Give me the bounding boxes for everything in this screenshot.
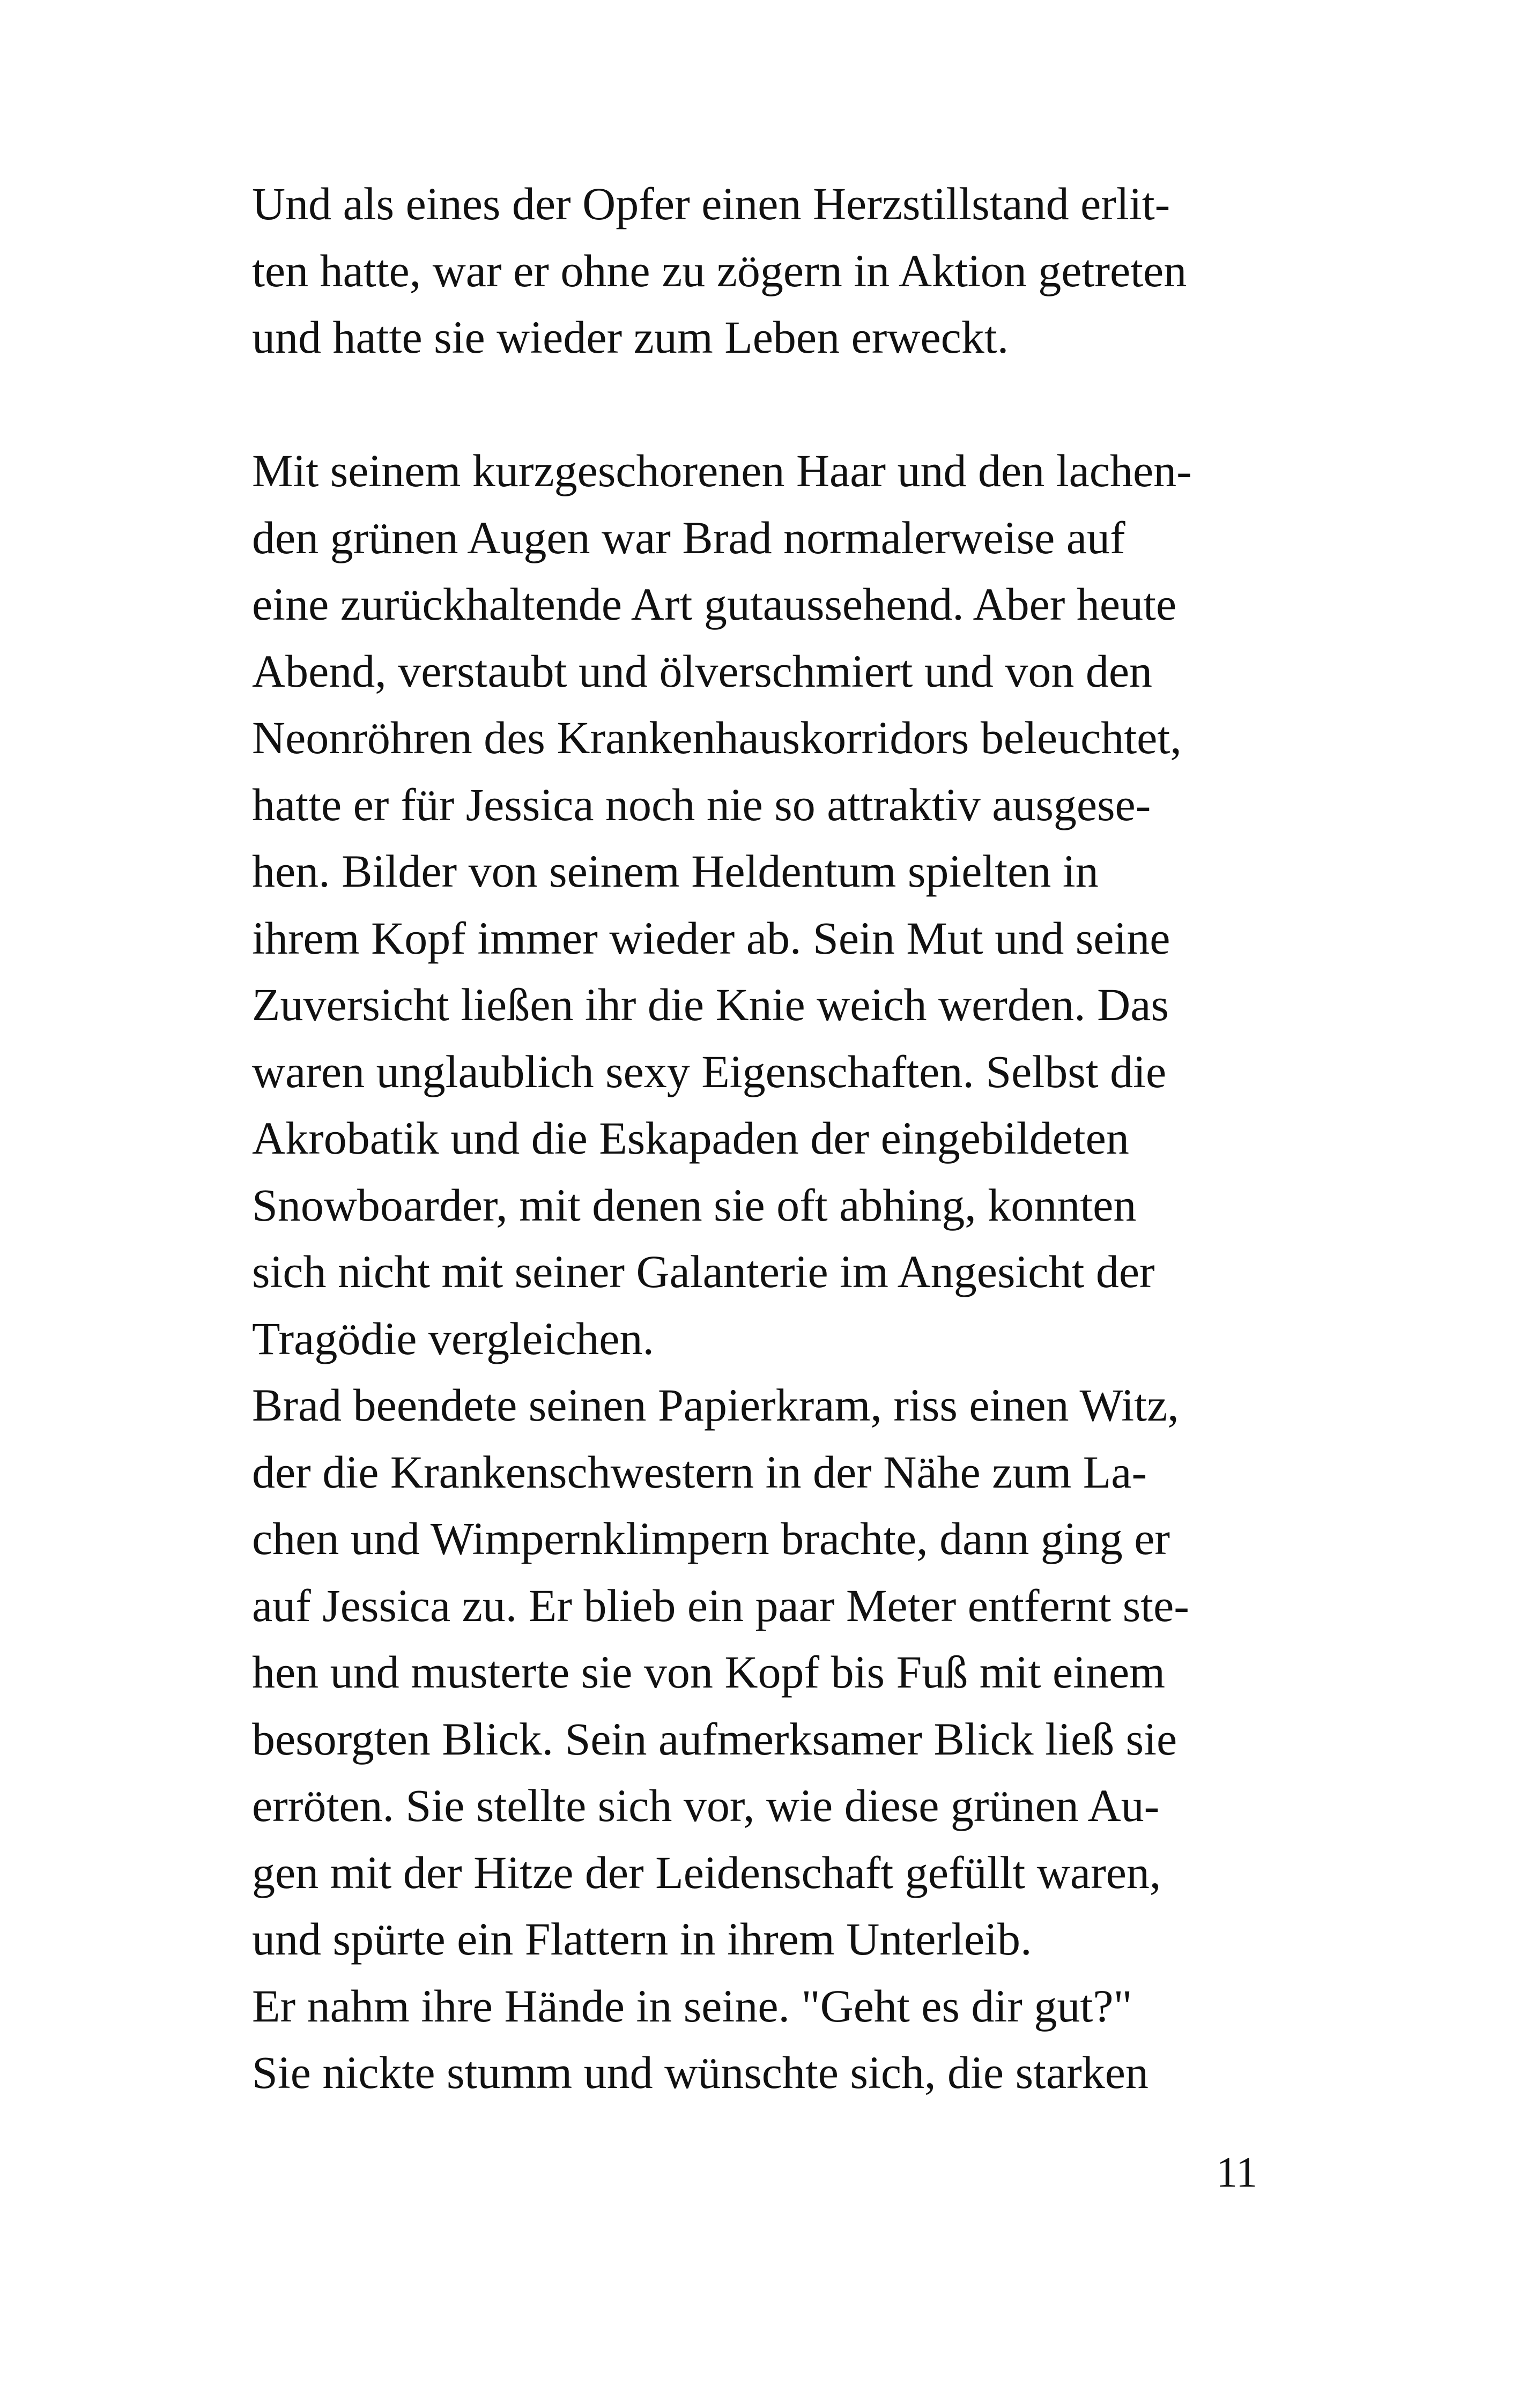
body-text [252,170,1255,2106]
text-line: hen. Bilder von seinem Heldentum spielten in [252,845,1099,897]
text-line: hatte er für Jessica noch nie so attraktiv ausgese- [252,778,1151,830]
text-line: und hatte sie wieder zum Leben erweckt. [252,311,1009,363]
text-line: Mit seinem kurzgeschorenen Haar und den lachen- [252,445,1192,496]
text-line: ihrem Kopf immer wieder ab. Sein Mut und seine [252,912,1170,964]
text-line: auf Jessica zu. Er blieb ein paar Meter entfernt ste- [252,1579,1189,1631]
paragraph-gap [252,371,1255,438]
text-line: den grünen Augen war Brad normalerweise auf [252,511,1125,563]
text-line: Und als eines der Opfer einen Herzstillstand erlit- [252,178,1170,229]
text-line: chen und Wimpernklimpern brachte, dann ging er [252,1513,1170,1564]
text-line: Er nahm ihre Hände in seine. "Geht es dir gut?" [252,1980,1132,2032]
text-line: waren unglaublich sexy Eigenschaften. Selbst die [252,1045,1167,1097]
text-line: ten hatte, war er ohne zu zögern in Aktion getreten [252,244,1187,296]
text-line: Sie nickte stumm und wünschte sich, die starken [252,2047,1148,2098]
paragraph-1 [252,170,1255,371]
text-line: hen und musterte sie von Kopf bis Fuß mit einem [252,1646,1166,1698]
page-number: 11 [1216,2149,1257,2196]
text-line: Neonröhren des Krankenhauskorridors beleuchtet, [252,712,1182,763]
text-line: erröten. Sie stellte sich vor, wie diese grünen Au- [252,1780,1160,1831]
text-line: gen mit der Hitze der Leidenschaft gefüllt waren, [252,1846,1161,1898]
text-line: Akrobatik und die Eskapaden der eingebildeten [252,1112,1129,1164]
text-line: Tragödie vergleichen. [252,1312,654,1364]
text-line: eine zurückhaltende Art gutaussehend. Aber heute [252,578,1177,630]
text-line: Brad beendete seinen Papierkram, riss einen Witz, [252,1379,1179,1431]
text-line: der die Krankenschwestern in der Nähe zum La- [252,1446,1147,1498]
text-line: besorgten Blick. Sein aufmerksamer Blick ließ sie [252,1713,1177,1765]
text-line: und spürte ein Flattern in ihrem Unterleib. [252,1913,1032,1965]
text-line: Zuversicht ließen ihr die Knie weich werden. Das [252,979,1169,1030]
text-line: Abend, verstaubt und ölverschmiert und von den [252,645,1153,697]
text-line: Snowboarder, mit denen sie oft abhing, konnten [252,1179,1137,1231]
text-line: sich nicht mit seiner Galanterie im Angesicht der [252,1246,1155,1297]
paragraph-2 [252,437,1255,2106]
